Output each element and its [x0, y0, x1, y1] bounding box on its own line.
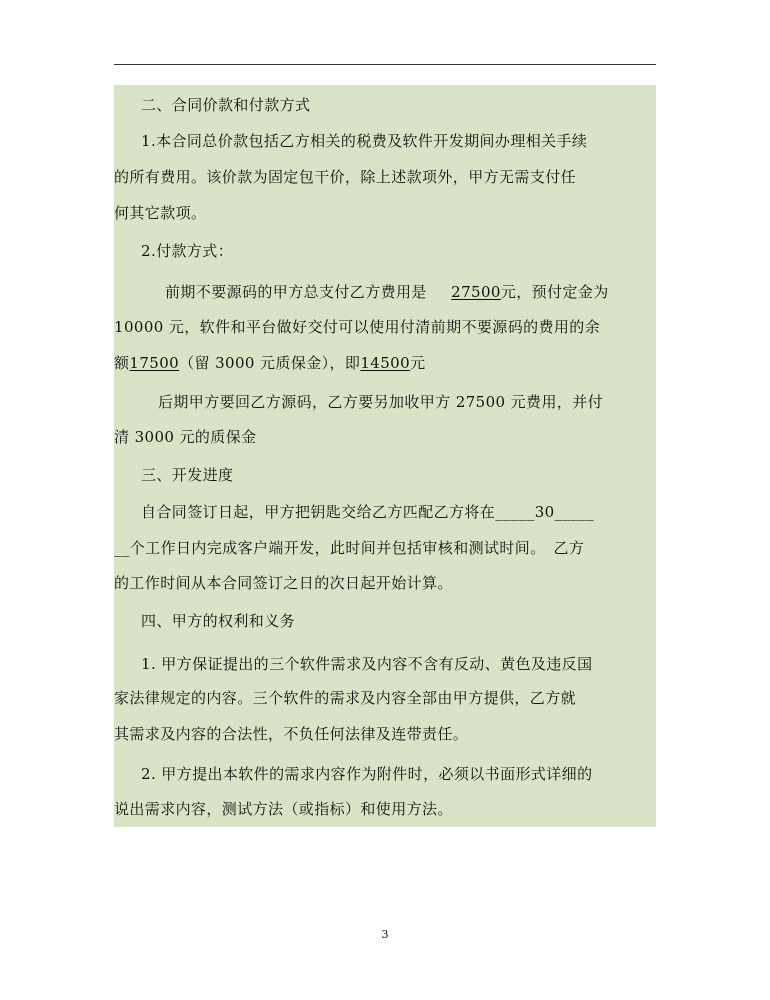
page-number: 3 [381, 928, 389, 941]
clause-4-1-line-1: 1. 甲方保证提出的三个软件需求及内容不含有反动、黄色及违反国 [141, 655, 593, 673]
later-payment-line-1: 后期甲方要回乙方源码，乙方要另加收甲方 27500 元费用，并付 [158, 393, 604, 411]
section-3-title: 三、开发进度 [141, 466, 234, 484]
payment-line-3 [114, 351, 656, 375]
payment-balance-amount: 17500 [129, 354, 180, 372]
payment-line-1 [114, 280, 656, 304]
header-rule [114, 64, 656, 65]
schedule-line-3: 的工作时间从本合同签订之日的次日起开始计算。 [114, 574, 453, 592]
clause-2-1-line-1: 1.本合同总价款包括乙方相关的税费及软件开发期间办理相关手续 [141, 132, 588, 150]
clause-2-1-line-3: 何其它款项。 [114, 204, 207, 222]
schedule-line-2: __个工作日内完成客户端开发，此时间并包括审核和测试时间。 乙方 [114, 539, 585, 557]
later-payment-line-2: 清 3000 元的质保金 [114, 428, 257, 446]
clause-4-2-line-1: 2. 甲方提出本软件的需求内容作为附件时，必须以书面形式详细的 [141, 765, 593, 783]
clause-2-1-line-2: 的所有费用。该价款为固定包干价，除上述款项外，甲方无需支付任 [114, 168, 577, 186]
clause-2-2: 2.付款方式： [141, 242, 234, 260]
schedule-line-1: 自合同签订日起，甲方把钥匙交给乙方匹配乙方将在_____30_____ [141, 503, 595, 521]
document-body [114, 85, 656, 827]
payment-net-amount: 14500 [360, 354, 411, 372]
clause-4-1-line-3: 其需求及内容的合法性，不负任何法律及连带责任。 [114, 725, 469, 743]
payment-text: （留 3000 元质保金），即 [179, 354, 361, 372]
section-4-title: 四、甲方的权利和义务 [141, 612, 296, 630]
payment-text: 元 [410, 354, 426, 372]
clause-4-1-line-2: 家法律规定的内容。三个软件的需求及内容全部由甲方提供，乙方就 [114, 689, 577, 707]
section-2-title: 二、合同价款和付款方式 [141, 96, 311, 114]
payment-total-amount: 27500 [451, 283, 501, 301]
clause-4-2-line-2: 说出需求内容，测试方法（或指标）和使用方法。 [114, 800, 453, 818]
payment-text: 额 [114, 354, 130, 372]
payment-line-2: 10000 元，软件和平台做好交付可以使用付清前期不要源码的费用的余 [114, 318, 601, 336]
payment-text: 元，预付定金为 [500, 283, 609, 301]
payment-text: 前期不要源码的甲方总支付乙方费用是 [165, 283, 427, 301]
